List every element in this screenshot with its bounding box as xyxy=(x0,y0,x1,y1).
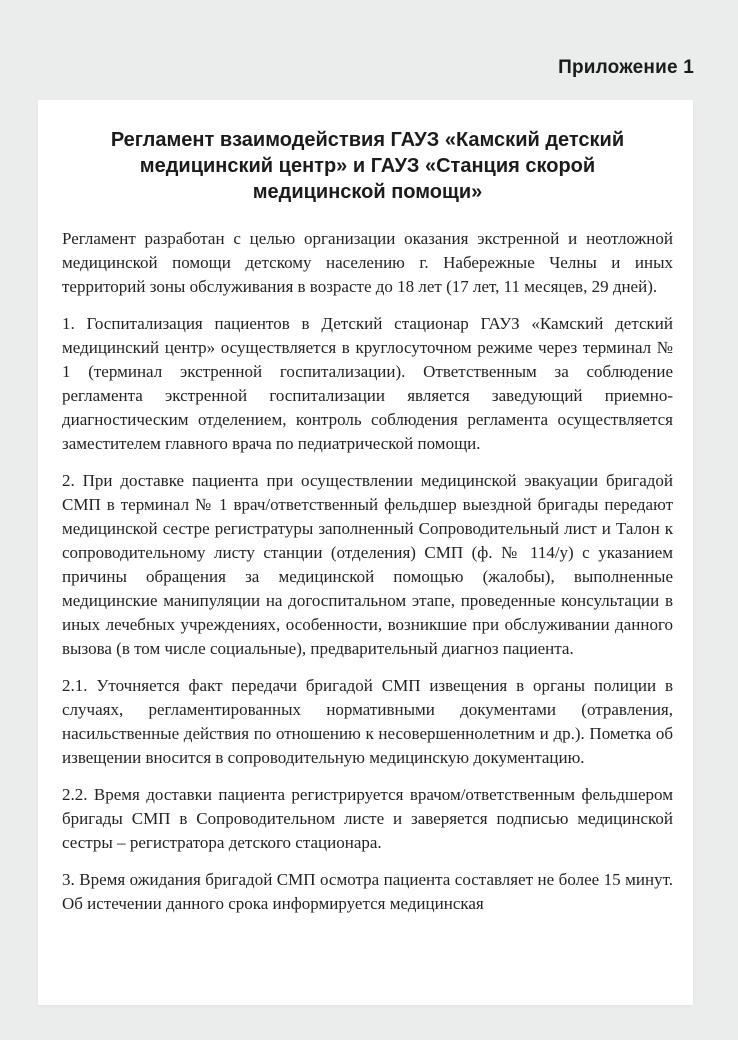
body-paragraph: Регламент разработан с целью организации оказания экстренной и неотложной медицинской помощи детскому населению г. Набережные Челны и иных территорий зоны обслуживания в возрасте до 18 лет (17 лет, 11 месяцев, 29 дней). xyxy=(62,229,673,296)
body-paragraph: 2. При доставке пациента при осуществлении медицинской эвакуации бригадой СМП в терминал № 1 врач/ответственный фельдшер выездной бригады передают медицинской сестре регистратуры заполненный Сопроводительный лист и Талон к сопроводительному листу станции (отделения) СМП (ф. № 114/у) с указанием причины обращения за медицинской помощью (жалобы), выполненные медицинские манипуляции на догоспитальном этапе, проведенные консультации в иных лечебных учреждениях, особенности, возникшие при обслуживании данного вызова (в том числе социальные), предварительный диагноз пациента. xyxy=(62,471,673,658)
body-paragraph: 1. Госпитализация пациентов в Детский стационар ГАУЗ «Камский детский медицинский центр» осуществляется в круглосуточном режиме через терминал № 1 (терминал экстренной госпитализации). Ответственным за соблюдение регламента экстренной госпитализации является заведующий приемно-диагностическим отделением, контроль соблюдения регламента осуществляется заместителем главного врача по педиатрической помощи. xyxy=(62,314,673,453)
body-paragraph: 2.1. Уточняется факт передачи бригадой СМП извещения в органы полиции в случаях, регламентированных нормативными документами (отравления, насильственные действия по отношению к несовершеннолетним и др.). Пометка об извещении вносится в сопроводительную медицинскую документацию. xyxy=(62,676,673,767)
body-paragraph: 2.2. Время доставки пациента регистрируется врачом/ответственным фельдшером бригады СМП в Сопроводительном листе и заверяется подписью медицинской сестры – регистратора детского стационара. xyxy=(62,785,673,852)
body-paragraph: 3. Время ожидания бригадой СМП осмотра пациента составляет не более 15 минут. Об истечении данного срока информируется медицинская xyxy=(62,870,673,913)
document-body xyxy=(62,227,673,916)
appendix-label: Приложение 1 xyxy=(558,57,694,78)
document-title: Регламент взаимодействия ГАУЗ «Камский детский медицинский центр» и ГАУЗ «Станция скорой медицинской помощи» xyxy=(110,129,625,203)
document-page xyxy=(38,100,693,1005)
